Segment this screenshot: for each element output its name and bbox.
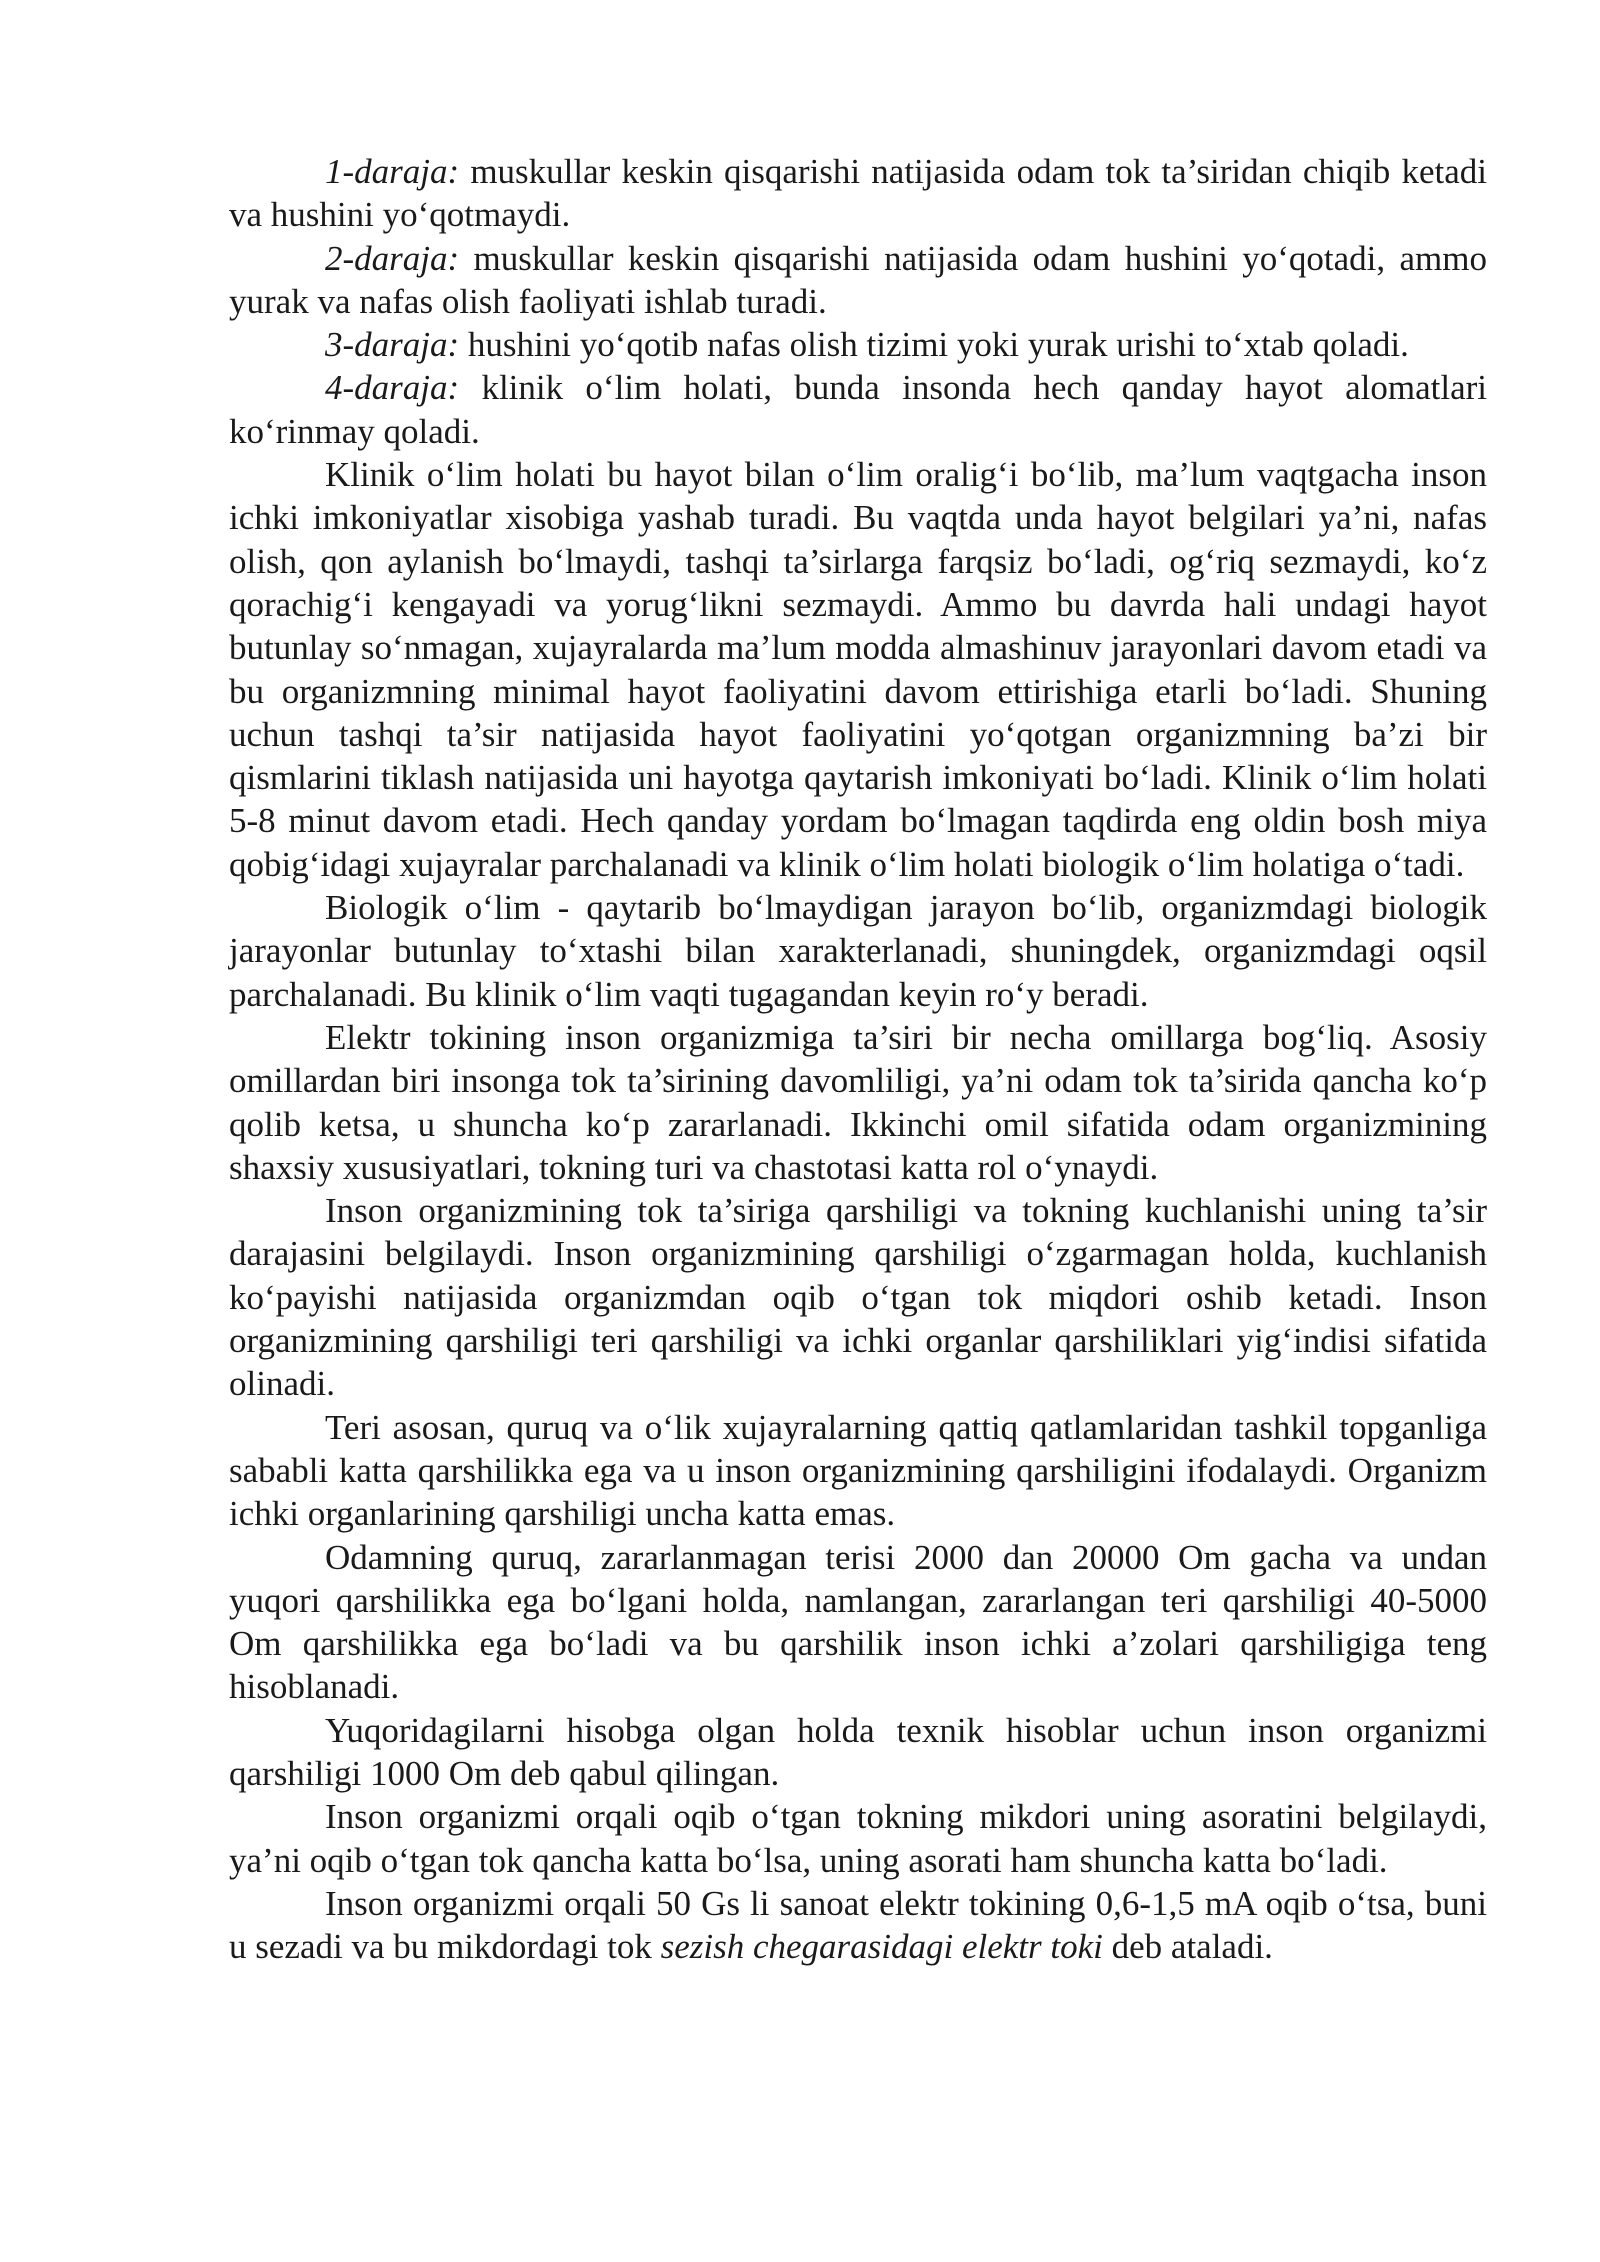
- paragraph-skin-resistance-values: Odamning quruq, zararlanmagan terisi 2000 dan 20000 Om gacha va undan yuqori qarshilikka ega bo‘lgani holda, namlangan, zararlangan teri qarshiligi 40-5000 Om qarshilikka ega bo‘ladi va bu qarshilik inson ichki a’zolari qarshiligiga teng hisoblanadi.: [229, 1537, 1487, 1707]
- paragraph-text: klinik o‘lim holati, bunda insonda hech qanday hayot alomatlari ko‘rinmay qoladi.: [229, 368, 1487, 451]
- degree-label: 4-daraja:: [325, 368, 460, 408]
- paragraph-clinical-death: Klinik o‘lim holati bu hayot bilan o‘lim oralig‘i bo‘lib, ma’lum vaqtgacha inson ichki imkoniyatlar xisobiga yashab turadi. Bu vaqtda unda hayot belgilari ya’ni, nafas olish, qon aylanish bo‘lmaydi, tashqi ta’sirlarga farqsiz bo‘ladi, og‘riq sezmaydi, ko‘z qorachig‘i kengayadi va yorug‘likni sezmaydi. Ammo bu davrda hali undagi hayot butunlay so‘nmagan, xujayralarda ma’lum modda almashinuv jarayonlari davom etadi va bu organizmning minimal hayot faoliyatini davom ettirishiga etarli bo‘ladi. Shuning uchun tashqi ta’sir natijasida hayot faoliyatini yo‘qotgan organizmning ba’zi bir qismlarini tiklash natijasida uni hayotga qaytarish imkoniyati bo‘ladi. Klinik o‘lim holati 5-8 minut davom etadi. Hech qanday yordam bo‘lmagan taqdirda eng oldin bosh miya qobig‘idagi xujayralar parchalanadi va klinik o‘lim holati biologik o‘lim holatiga o‘tadi.: [229, 455, 1487, 884]
- paragraph-text: muskullar keskin qisqarishi natijasida odam hushini yo‘qotadi, ammo yurak va nafas olish faoliyati ishlab turadi.: [229, 238, 1487, 321]
- degree-label: 2-daraja:: [325, 238, 460, 278]
- term-italic: sezish chegarasidagi elektr toki: [660, 1927, 1103, 1967]
- paragraph-sensation-threshold: [229, 1882, 1487, 1969]
- paragraph-current-factors: Elektr tokining inson organizmiga ta’siri bir necha omillarga bog‘liq. Asosiy omillardan biri insonga tok ta’sirining davomliligi, ya’ni odam tok ta’sirida qancha ko‘p qolib ketsa, u shuncha ko‘p zararlanadi. Ikkinchi omil sifatida odam organizmining shaxsiy xususiyatlari, tokning turi va chastotasi katta rol o‘ynaydi.: [229, 1017, 1487, 1187]
- paragraph-degree-1: [229, 150, 1487, 237]
- paragraph-text: hushini yo‘qotib nafas olish tizimi yoki yurak urishi to‘xtab qoladi.: [459, 325, 1409, 365]
- paragraph-text: Inson organizmi orqali 50 Gs li sanoat elektr tokining 0,6-1,5 mA oqib o‘tsa, buni u sezadi va bu mikdordagi tok: [229, 1883, 1487, 1967]
- paragraph-technical-resistance: Yuqoridagilarni hisobga olgan holda texnik hisoblar uchun inson organizmi qarshiligi 1000 Om deb qabul qilingan.: [229, 1710, 1487, 1793]
- paragraph-degree-3: [229, 323, 1487, 366]
- paragraph-text: muskullar keskin qisqarishi natijasida odam tok ta’siridan chiqib ketadi va hushini yo‘qotmaydi.: [229, 152, 1487, 235]
- paragraph-degree-4: [229, 366, 1487, 453]
- degree-label: 1-daraja:: [325, 152, 460, 191]
- paragraph-biological-death: Biologik o‘lim - qaytarib bo‘lmaydigan jarayon bo‘lib, organizmdagi biologik jarayonlar butunlay to‘xtashi bilan xarakterlanadi, shuningdek, organizmdagi oqsil parchalanadi. Bu klinik o‘lim vaqti tugagandan keyin ro‘y beradi.: [229, 888, 1487, 1014]
- degree-label: 3-daraja:: [325, 325, 460, 365]
- paragraph-degree-2: [229, 237, 1487, 324]
- paragraph-body-resistance: Inson organizmining tok ta’siriga qarshiligi va tokning kuchlanishi uning ta’sir darajasini belgilaydi. Inson organizmining qarshiligi o‘zgarmagan holda, kuchlanish ko‘payishi natijasida organizmdan oqib o‘tgan tok miqdori oshib ketadi. Inson organizmining qarshiligi teri qarshiligi va ichki organlar qarshiliklari yig‘indisi sifatida olinadi.: [229, 1191, 1487, 1404]
- paragraph-tail: deb ataladi.: [1102, 1927, 1273, 1967]
- document-page: [229, 150, 1487, 1968]
- paragraph-current-amount: Inson organizmi orqali oqib o‘tgan tokning mikdori uning asoratini belgilaydi, ya’ni oqib o‘tgan tok qancha katta bo‘lsa, uning asorati ham shuncha katta bo‘ladi.: [229, 1797, 1487, 1880]
- paragraph-skin: Teri asosan, quruq va o‘lik xujayralarning qattiq qatlamlaridan tashkil topganliga sababli katta qarshilikka ega va u inson organizmining qarshiligini ifodalaydi. Organizm ichki organlarining qarshiligi uncha katta emas.: [229, 1407, 1487, 1534]
